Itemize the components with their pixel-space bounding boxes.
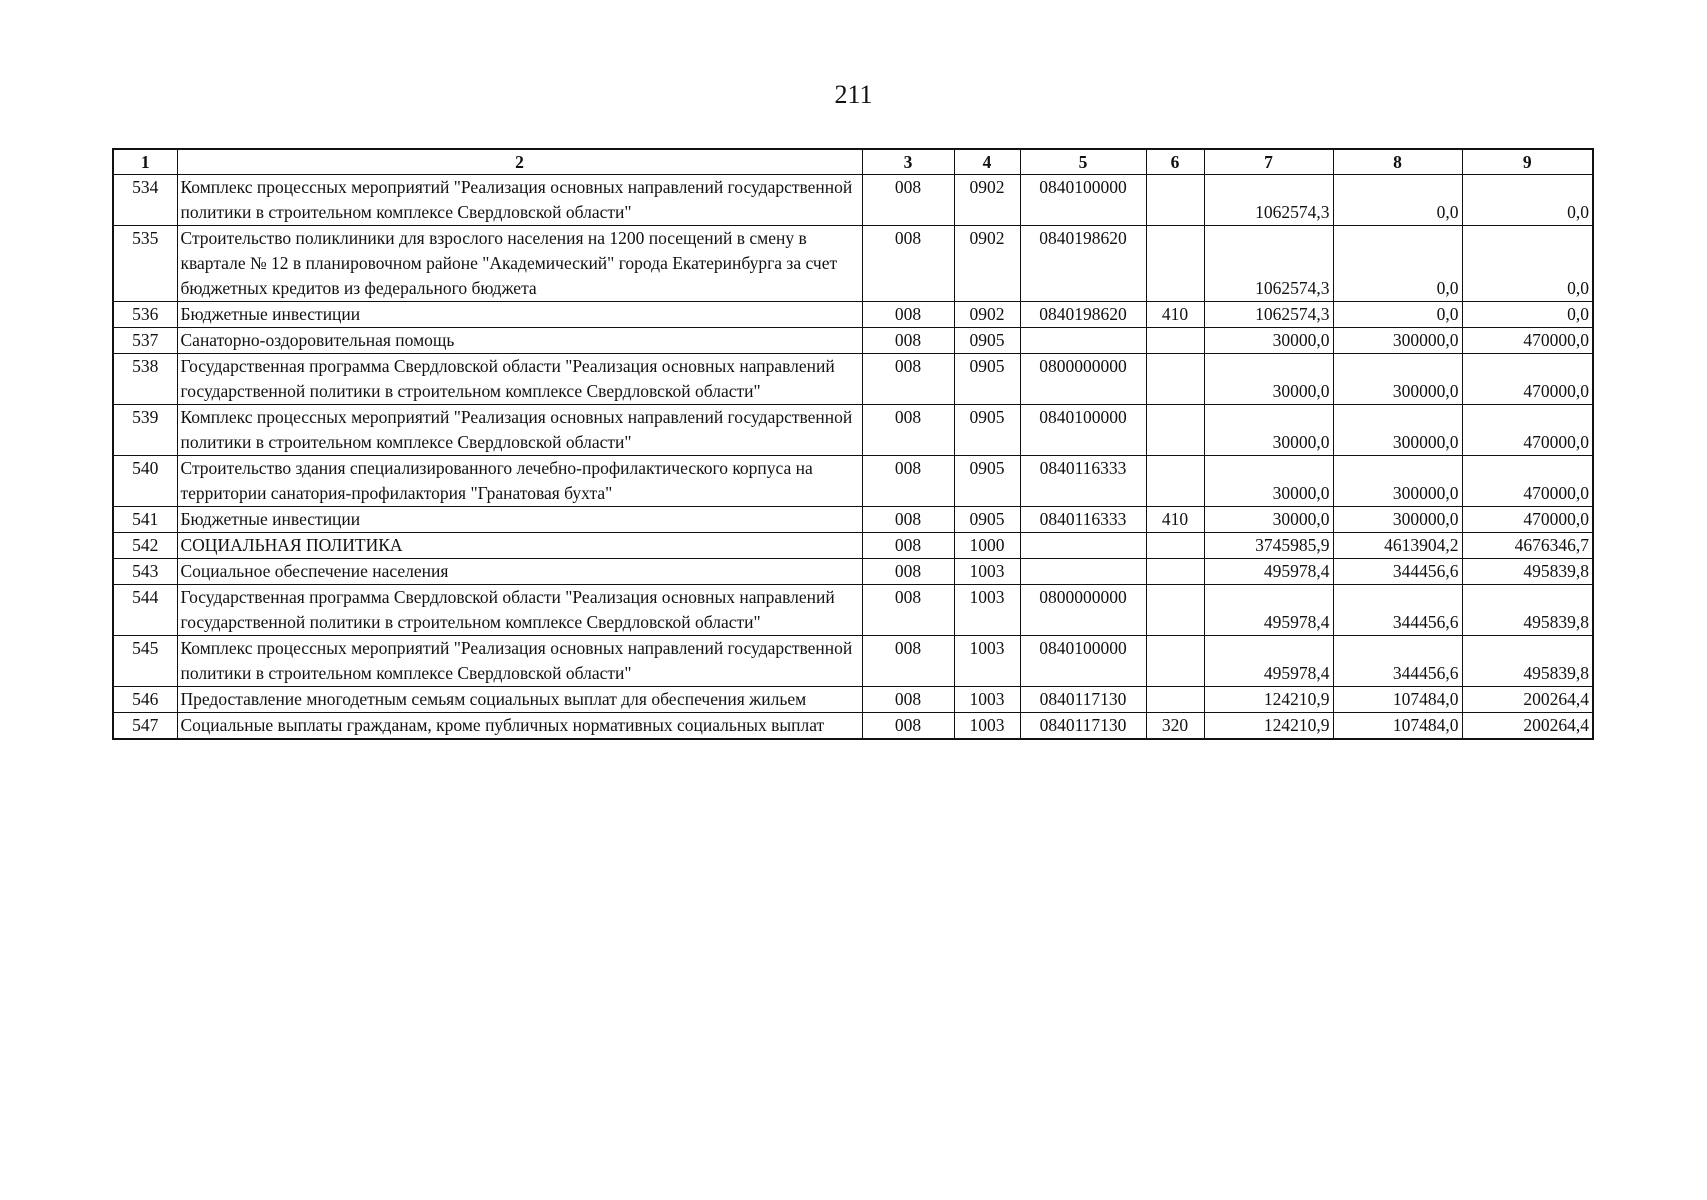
- row-number-cell: 541: [113, 507, 177, 533]
- column-header: 2: [177, 149, 862, 175]
- amount-col9-cell: 470000,0: [1462, 328, 1593, 354]
- target-article-cell: 0840100000: [1020, 636, 1146, 687]
- target-article-cell: 0840117130: [1020, 713, 1146, 740]
- amount-col8-cell: 0,0: [1333, 226, 1462, 302]
- amount-col8-cell: 4613904,2: [1333, 533, 1462, 559]
- amount-col8-cell: 300000,0: [1333, 405, 1462, 456]
- item-name-cell: Социальное обеспечение населения: [177, 559, 862, 585]
- expense-type-cell: [1146, 226, 1204, 302]
- expense-type-cell: [1146, 456, 1204, 507]
- header-row: [113, 149, 1593, 175]
- table-row: [113, 636, 1593, 687]
- target-article-cell: 0840198620: [1020, 226, 1146, 302]
- row-number-cell: 538: [113, 354, 177, 405]
- row-number-cell: 535: [113, 226, 177, 302]
- amount-col7-cell: 1062574,3: [1204, 302, 1333, 328]
- table-row: [113, 687, 1593, 713]
- target-article-cell: 0840117130: [1020, 687, 1146, 713]
- department-code-cell: 008: [862, 533, 954, 559]
- amount-col8-cell: 107484,0: [1333, 687, 1462, 713]
- expense-type-cell: 410: [1146, 507, 1204, 533]
- amount-col9-cell: 4676346,7: [1462, 533, 1593, 559]
- section-code-cell: 0902: [954, 302, 1020, 328]
- row-number-cell: 534: [113, 175, 177, 226]
- section-code-cell: 0905: [954, 354, 1020, 405]
- expense-type-cell: 410: [1146, 302, 1204, 328]
- amount-col8-cell: 344456,6: [1333, 559, 1462, 585]
- department-code-cell: 008: [862, 585, 954, 636]
- section-code-cell: 1003: [954, 687, 1020, 713]
- item-name-cell: Комплекс процессных мероприятий "Реализация основных направлений государственной политики в строительном комплексе Свердловской области": [177, 405, 862, 456]
- target-article-cell: 0800000000: [1020, 585, 1146, 636]
- target-article-cell: 0840198620: [1020, 302, 1146, 328]
- amount-col7-cell: 30000,0: [1204, 405, 1333, 456]
- department-code-cell: 008: [862, 302, 954, 328]
- section-code-cell: 1003: [954, 559, 1020, 585]
- budget-table: [112, 148, 1594, 740]
- amount-col7-cell: 30000,0: [1204, 507, 1333, 533]
- expense-type-cell: [1146, 405, 1204, 456]
- table-row: [113, 354, 1593, 405]
- item-name-cell: Строительство здания специализированного лечебно-профилактического корпуса на территории санатория-профилактория "Гранатовая бухта": [177, 456, 862, 507]
- table-row: [113, 533, 1593, 559]
- target-article-cell: 0840116333: [1020, 456, 1146, 507]
- column-header: 5: [1020, 149, 1146, 175]
- section-code-cell: 0905: [954, 328, 1020, 354]
- target-article-cell: [1020, 533, 1146, 559]
- table-row: [113, 226, 1593, 302]
- amount-col7-cell: 3745985,9: [1204, 533, 1333, 559]
- amount-col9-cell: 200264,4: [1462, 713, 1593, 740]
- amount-col9-cell: 470000,0: [1462, 405, 1593, 456]
- item-name-cell: СОЦИАЛЬНАЯ ПОЛИТИКА: [177, 533, 862, 559]
- expense-type-cell: [1146, 559, 1204, 585]
- expense-type-cell: [1146, 687, 1204, 713]
- item-name-cell: Бюджетные инвестиции: [177, 507, 862, 533]
- row-number-cell: 544: [113, 585, 177, 636]
- department-code-cell: 008: [862, 456, 954, 507]
- department-code-cell: 008: [862, 507, 954, 533]
- section-code-cell: 1003: [954, 713, 1020, 740]
- item-name-cell: Государственная программа Свердловской области "Реализация основных направлений государственной политики в строительном комплексе Свердловской области": [177, 585, 862, 636]
- table-row: [113, 713, 1593, 740]
- amount-col9-cell: 470000,0: [1462, 456, 1593, 507]
- department-code-cell: 008: [862, 354, 954, 405]
- expense-type-cell: [1146, 328, 1204, 354]
- expense-type-cell: [1146, 636, 1204, 687]
- amount-col8-cell: 300000,0: [1333, 507, 1462, 533]
- row-number-cell: 536: [113, 302, 177, 328]
- column-header: 3: [862, 149, 954, 175]
- expense-type-cell: [1146, 175, 1204, 226]
- table-body: [113, 175, 1593, 740]
- amount-col8-cell: 344456,6: [1333, 636, 1462, 687]
- amount-col9-cell: 495839,8: [1462, 636, 1593, 687]
- expense-type-cell: [1146, 533, 1204, 559]
- column-header: 6: [1146, 149, 1204, 175]
- page-number: 211: [834, 80, 873, 109]
- table-row: [113, 405, 1593, 456]
- item-name-cell: Государственная программа Свердловской области "Реализация основных направлений государственной политики в строительном комплексе Свердловской области": [177, 354, 862, 405]
- amount-col7-cell: 495978,4: [1204, 636, 1333, 687]
- department-code-cell: 008: [862, 713, 954, 740]
- department-code-cell: 008: [862, 405, 954, 456]
- amount-col7-cell: 124210,9: [1204, 687, 1333, 713]
- amount-col9-cell: 0,0: [1462, 302, 1593, 328]
- amount-col9-cell: 495839,8: [1462, 585, 1593, 636]
- table-row: [113, 328, 1593, 354]
- table-row: [113, 175, 1593, 226]
- amount-col8-cell: 0,0: [1333, 175, 1462, 226]
- column-header: 1: [113, 149, 177, 175]
- target-article-cell: 0840116333: [1020, 507, 1146, 533]
- amount-col7-cell: 1062574,3: [1204, 226, 1333, 302]
- amount-col7-cell: 495978,4: [1204, 585, 1333, 636]
- section-code-cell: 1003: [954, 636, 1020, 687]
- item-name-cell: Предоставление многодетным семьям социальных выплат для обеспечения жильем: [177, 687, 862, 713]
- department-code-cell: 008: [862, 328, 954, 354]
- section-code-cell: 0902: [954, 226, 1020, 302]
- row-number-cell: 546: [113, 687, 177, 713]
- amount-col8-cell: 0,0: [1333, 302, 1462, 328]
- amount-col9-cell: 0,0: [1462, 175, 1593, 226]
- amount-col7-cell: 30000,0: [1204, 354, 1333, 405]
- section-code-cell: 0902: [954, 175, 1020, 226]
- item-name-cell: Комплекс процессных мероприятий "Реализация основных направлений государственной политики в строительном комплексе Свердловской области": [177, 175, 862, 226]
- row-number-cell: 545: [113, 636, 177, 687]
- table-row: [113, 585, 1593, 636]
- target-article-cell: 0840100000: [1020, 405, 1146, 456]
- amount-col7-cell: 495978,4: [1204, 559, 1333, 585]
- amount-col9-cell: 470000,0: [1462, 507, 1593, 533]
- table-row: [113, 559, 1593, 585]
- section-code-cell: 1000: [954, 533, 1020, 559]
- section-code-cell: 0905: [954, 405, 1020, 456]
- section-code-cell: 0905: [954, 456, 1020, 507]
- row-number-cell: 547: [113, 713, 177, 740]
- target-article-cell: [1020, 559, 1146, 585]
- column-header: 9: [1462, 149, 1593, 175]
- amount-col9-cell: 200264,4: [1462, 687, 1593, 713]
- item-name-cell: Строительство поликлиники для взрослого населения на 1200 посещений в смену в квартале № 12 в планировочном районе "Академический" города Екатеринбурга за счет бюджетных кредитов из федерального бюджета: [177, 226, 862, 302]
- department-code-cell: 008: [862, 687, 954, 713]
- amount-col8-cell: 300000,0: [1333, 354, 1462, 405]
- expense-type-cell: [1146, 585, 1204, 636]
- row-number-cell: 543: [113, 559, 177, 585]
- amount-col9-cell: 495839,8: [1462, 559, 1593, 585]
- amount-col9-cell: 0,0: [1462, 226, 1593, 302]
- item-name-cell: Санаторно-оздоровительная помощь: [177, 328, 862, 354]
- section-code-cell: 0905: [954, 507, 1020, 533]
- amount-col8-cell: 107484,0: [1333, 713, 1462, 740]
- amount-col7-cell: 1062574,3: [1204, 175, 1333, 226]
- item-name-cell: Бюджетные инвестиции: [177, 302, 862, 328]
- column-header: 7: [1204, 149, 1333, 175]
- section-code-cell: 1003: [954, 585, 1020, 636]
- amount-col9-cell: 470000,0: [1462, 354, 1593, 405]
- amount-col8-cell: 300000,0: [1333, 328, 1462, 354]
- row-number-cell: 539: [113, 405, 177, 456]
- target-article-cell: 0840100000: [1020, 175, 1146, 226]
- department-code-cell: 008: [862, 175, 954, 226]
- column-header: 8: [1333, 149, 1462, 175]
- table-row: [113, 507, 1593, 533]
- target-article-cell: 0800000000: [1020, 354, 1146, 405]
- table-row: [113, 456, 1593, 507]
- row-number-cell: 537: [113, 328, 177, 354]
- column-header: 4: [954, 149, 1020, 175]
- department-code-cell: 008: [862, 226, 954, 302]
- row-number-cell: 540: [113, 456, 177, 507]
- expense-type-cell: 320: [1146, 713, 1204, 740]
- amount-col8-cell: 344456,6: [1333, 585, 1462, 636]
- item-name-cell: Комплекс процессных мероприятий "Реализация основных направлений государственной политики в строительном комплексе Свердловской области": [177, 636, 862, 687]
- amount-col7-cell: 30000,0: [1204, 328, 1333, 354]
- department-code-cell: 008: [862, 636, 954, 687]
- target-article-cell: [1020, 328, 1146, 354]
- item-name-cell: Социальные выплаты гражданам, кроме публичных нормативных социальных выплат: [177, 713, 862, 740]
- amount-col7-cell: 30000,0: [1204, 456, 1333, 507]
- expense-type-cell: [1146, 354, 1204, 405]
- department-code-cell: 008: [862, 559, 954, 585]
- amount-col7-cell: 124210,9: [1204, 713, 1333, 740]
- row-number-cell: 542: [113, 533, 177, 559]
- table-row: [113, 302, 1593, 328]
- amount-col8-cell: 300000,0: [1333, 456, 1462, 507]
